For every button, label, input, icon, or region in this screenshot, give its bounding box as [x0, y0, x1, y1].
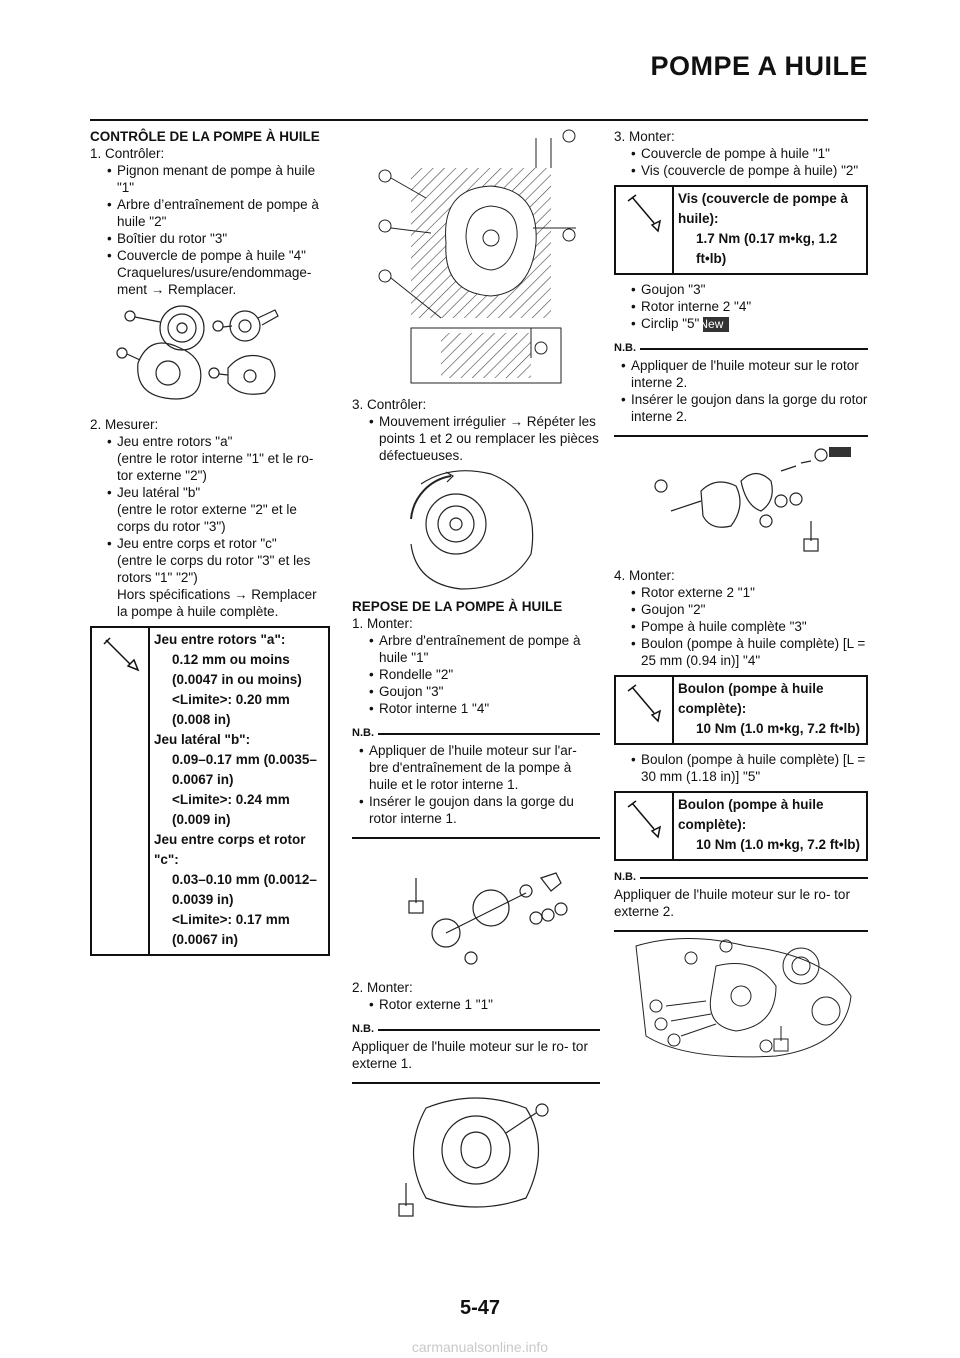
- torque-wrench-icon: [616, 793, 674, 859]
- column-3: [614, 128, 868, 1061]
- list-item-text: Circlip "5": [641, 316, 700, 331]
- list-item: [614, 315, 868, 332]
- list-item: • Boulon (pompe à huile complète) [L = 30 mm (1.18 in)] "5": [614, 751, 868, 785]
- spec-value: 0.09–0.17 mm (0.0035– 0.0067 in): [172, 752, 317, 787]
- note-item: • Insérer le goujon dans la gorge du rotor interne 1.: [352, 793, 600, 827]
- list-item: • Goujon "2": [614, 601, 868, 618]
- spec-box: [614, 185, 868, 275]
- step-label: 2. Mesurer:: [90, 417, 159, 432]
- cover-assembly-figure: [631, 441, 851, 561]
- list-item: • Rotor interne 2 "4": [614, 298, 868, 315]
- spec-value: 10 Nm (1.0 m•kg, 7.2 ft•lb): [696, 721, 860, 736]
- spec-value: 1.7 Nm (0.17 m•kg, 1.2 ft•lb): [696, 231, 838, 266]
- spec-label: Vis (couvercle de pompe à huile):: [678, 191, 849, 226]
- step-label: 4. Monter:: [614, 568, 675, 583]
- note-item: • Insérer le goujon dans la gorge du rotor interne 2.: [614, 391, 868, 425]
- list-item: • Jeu entre corps et rotor "c": [90, 535, 330, 552]
- list-item: • Couvercle de pompe à huile "1": [614, 145, 868, 162]
- note-item: • Appliquer de l'huile moteur sur l'ar- bre d'entraînement de la pompe à huile et le rotor interne 1.: [352, 742, 600, 793]
- torque-wrench-icon: [616, 677, 674, 743]
- list-item: • Goujon "3": [352, 683, 600, 700]
- spec-limit: <Limite>: 0.20 mm (0.008 in): [172, 692, 290, 727]
- spec-box: [614, 791, 868, 861]
- note-block: [614, 340, 868, 437]
- spec-label: Boulon (pompe à huile complète):: [678, 681, 824, 716]
- rotor-check-figure: [391, 464, 561, 594]
- step-label: 2. Monter:: [352, 980, 413, 995]
- step-note: Hors spécifications → Remplacer la pompe à huile complète.: [117, 587, 317, 619]
- header-rule: [90, 119, 868, 121]
- torque-wrench-icon: [616, 187, 674, 273]
- spec-label: Jeu entre corps et rotor "c":: [154, 832, 306, 867]
- note-block: [352, 1021, 600, 1084]
- spec-label: Jeu entre rotors "a":: [154, 632, 286, 647]
- list-item: • Pignon menant de pompe à huile "1": [90, 162, 330, 196]
- list-item: • Arbre d'entraînement de pompe à huile "1": [352, 632, 600, 666]
- note-label: N.B.: [614, 342, 636, 354]
- note-block: [614, 869, 868, 932]
- list-item: • Pompe à huile complète "3": [614, 618, 868, 635]
- list-item: • Arbre d’entraînement de pompe à huile "2": [90, 196, 330, 230]
- step-note: Craquelures/usure/endommage- ment → Remplacer.: [117, 265, 312, 297]
- note-text: Appliquer de l'huile moteur sur le ro- tor externe 2.: [614, 887, 850, 919]
- list-item: • Rondelle "2": [352, 666, 600, 683]
- step-label: 3. Contrôler:: [352, 397, 427, 412]
- pump-parts-figure: [110, 298, 310, 408]
- step-label: 1. Monter:: [352, 616, 413, 631]
- step-label: 1. Contrôler:: [90, 146, 165, 161]
- column-2: [352, 128, 600, 1218]
- list-item: • Jeu latéral "b": [90, 484, 330, 501]
- spec-label: Jeu latéral "b":: [154, 732, 251, 747]
- list-item: • Goujon "3": [614, 281, 868, 298]
- note-label: N.B.: [614, 871, 636, 883]
- note-block: [352, 725, 600, 839]
- list-item: • Boîtier du rotor "3": [90, 230, 330, 247]
- wrench-icon: [92, 628, 150, 954]
- list-item-sub: (entre le rotor externe "2" et le corps du rotor "3"): [117, 502, 297, 534]
- rotor-clearance-figure: [371, 128, 581, 388]
- spec-value: 10 Nm (1.0 m•kg, 7.2 ft•lb): [696, 837, 860, 852]
- spec-box: [90, 626, 330, 956]
- list-item: • Mouvement irrégulier → Répéter les points 1 et 2 ou remplacer les pièces défectueuses.: [352, 413, 600, 464]
- page-title: POMPE A HUILE: [650, 51, 868, 81]
- outer-rotor-figure: [386, 1088, 566, 1218]
- note-item: • Appliquer de l'huile moteur sur le rotor interne 2.: [614, 357, 868, 391]
- watermark: carmanualsonline.info: [411, 1339, 549, 1355]
- spec-limit: <Limite>: 0.17 mm (0.0067 in): [172, 912, 290, 947]
- list-item: • Jeu entre rotors "a": [90, 433, 330, 450]
- list-item: • Vis (couvercle de pompe à huile) "2": [614, 162, 868, 179]
- list-item-sub: (entre le rotor interne "1" et le ro- tor externe "2"): [117, 451, 314, 483]
- section-heading: REPOSE DE LA POMPE À HUILE: [352, 599, 563, 614]
- note-label: N.B.: [352, 1023, 374, 1035]
- spec-label: Boulon (pompe à huile complète):: [678, 797, 824, 832]
- shaft-assembly-figure: [376, 843, 576, 973]
- note-text: Appliquer de l'huile moteur sur le ro- tor externe 1.: [352, 1039, 588, 1071]
- spec-value: 0.03–0.10 mm (0.0012– 0.0039 in): [172, 872, 317, 907]
- list-item: • Rotor externe 2 "1": [614, 584, 868, 601]
- list-item: • Rotor externe 1 "1": [352, 996, 600, 1013]
- new-badge: New: [703, 317, 729, 332]
- column-1: [90, 128, 330, 962]
- spec-limit: <Limite>: 0.24 mm (0.009 in): [172, 792, 290, 827]
- list-item: • Boulon (pompe à huile complète) [L = 25 mm (0.94 in)] "4": [614, 635, 868, 669]
- engine-pump-figure: [626, 936, 856, 1061]
- section-heading: CONTRÔLE DE LA POMPE À HUILE: [90, 129, 320, 144]
- page-number: 5-47: [459, 1297, 501, 1319]
- note-label: N.B.: [352, 727, 374, 739]
- list-item: • Couvercle de pompe à huile "4": [90, 247, 330, 264]
- step-label: 3. Monter:: [614, 129, 675, 144]
- list-item-sub: (entre le corps du rotor "3" et les rotors "1" "2"): [117, 553, 311, 585]
- list-item: • Rotor interne 1 "4": [352, 700, 600, 717]
- spec-box: [614, 675, 868, 745]
- spec-value: 0.12 mm ou moins (0.0047 in ou moins): [172, 652, 302, 687]
